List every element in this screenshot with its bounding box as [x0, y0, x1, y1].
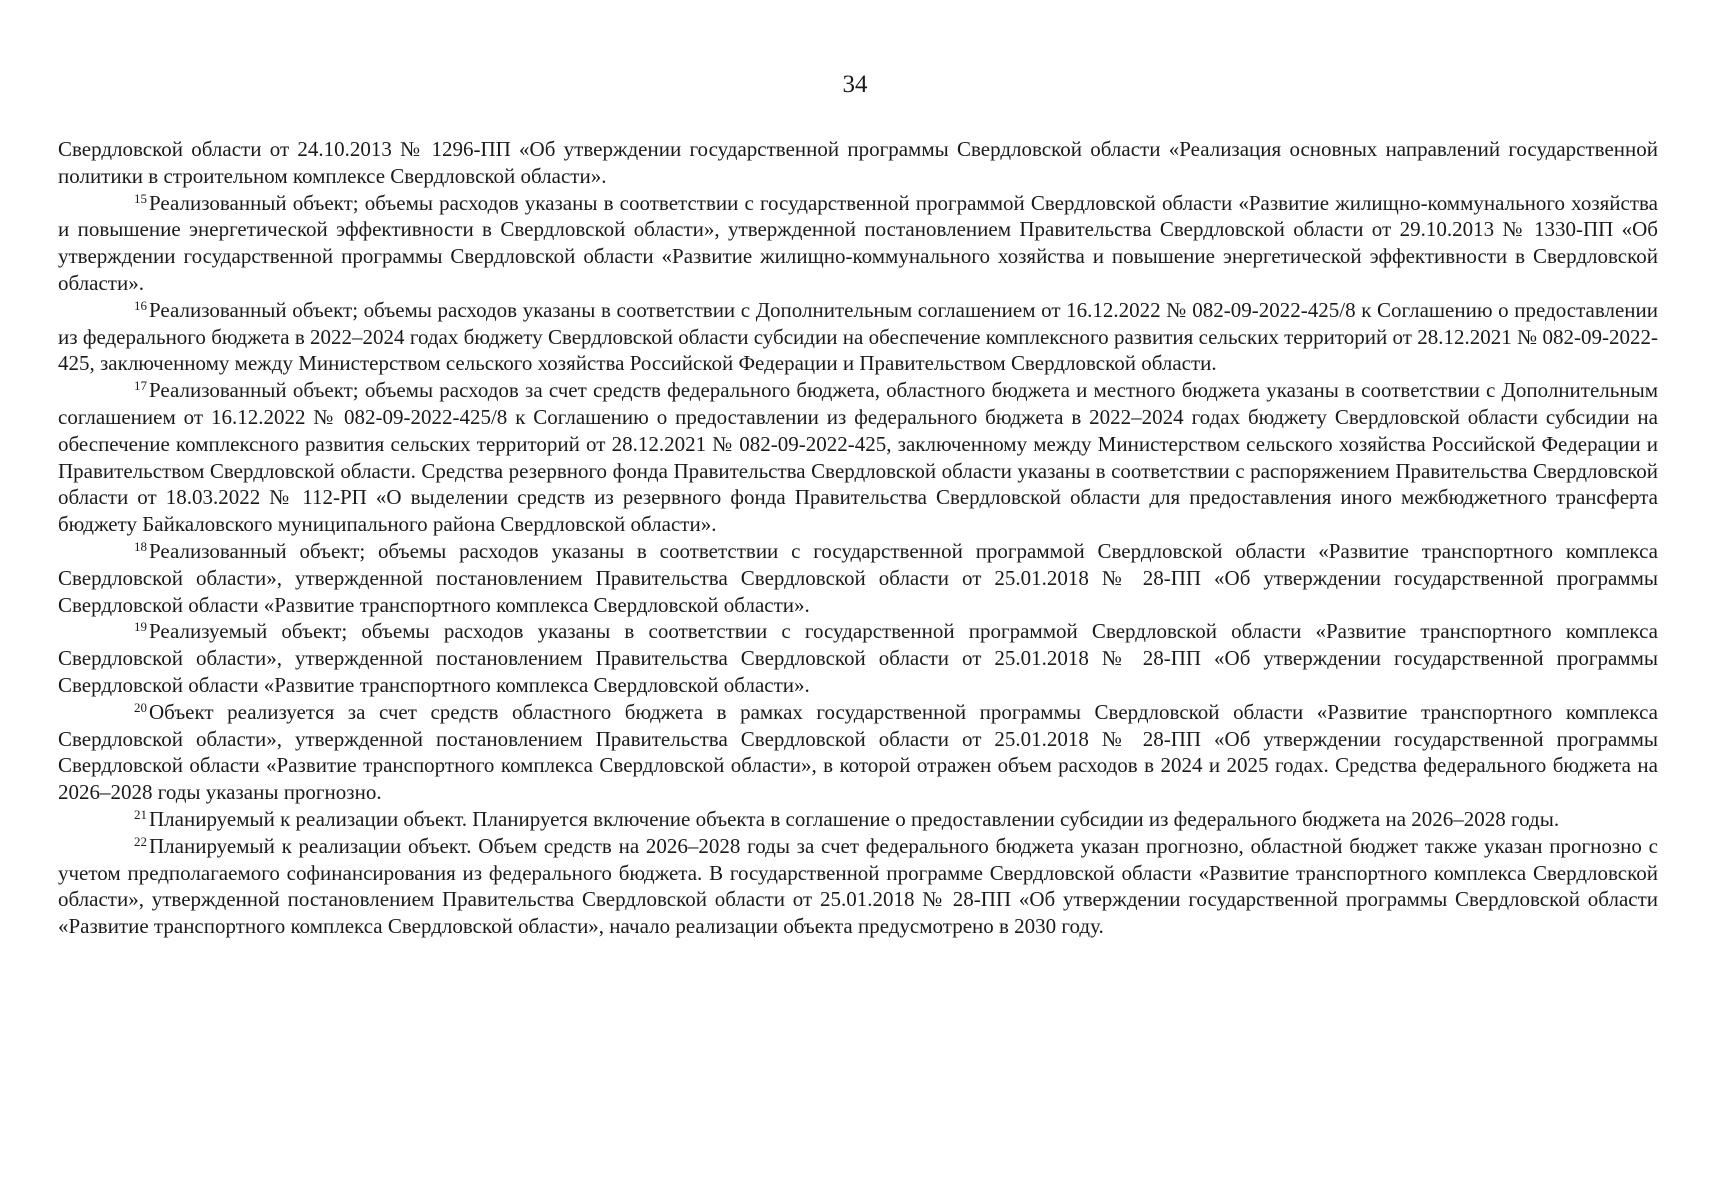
footnote-text: Реализованный объект; объемы расходов за счет средств федерального бюджета, областного бюджета и местного бюджета указаны в соответствии с Дополнительным соглашением от 16.12.2022 № 082-09-2022-425/8 к Соглашению о предоставлении из федерального бюджета в 2022–2024 годах бюджету Свердловской области субсидии на обеспечение комплексного развития сельских территорий от 28.12.2021 № 082-09-2022-425, заключенному между Министерством сельского хозяйства Российской Федерации и Правительством Свердловской области. Средства резервного фонда Правительства Свердловской области указаны в соответствии с распоряжением Правительства Свердловской области от 18.03.2022 № 112-РП «О выделении средств из резервного фонда Правительства Свердловской области для предоставления иного межбюджетного трансферта бюджету Байкаловского муниципального района Свердловской области».: [58, 378, 1658, 537]
footnote-text: Реализованный объект; объемы расходов указаны в соответствии с государственной программой Свердловской области «Развитие жилищно-коммунального хозяйства и повышение энергетической эффективности в Свердловской области», утвержденной постановлением Правительства Свердловской области от 29.10.2013 № 1330-ПП «Об утверждении государственной программы Свердловской области «Развитие жилищно-коммунального хозяйства и повышение энергетической эффективности в Свердловской области».: [58, 190, 1658, 295]
footnote-marker: 20: [134, 699, 147, 715]
footnote-21: [58, 806, 1658, 833]
footnotes-block: [58, 136, 1658, 940]
footnote-15: [58, 190, 1658, 297]
footnote-20: [58, 699, 1658, 806]
footnote-17: [58, 377, 1658, 538]
footnote-text: Реализованный объект; объемы расходов указаны в соответствии с Дополнительным соглашением от 16.12.2022 № 082-09-2022-425/8 к Соглашению о предоставлении из федерального бюджета в 2022–2024 годах бюджету Свердловской области субсидии на обеспечение комплексного развития сельских территорий от 28.12.2021 № 082-09-2022-425, заключенному между Министерством сельского хозяйства Российской Федерации и Правительством Свердловской области.: [58, 297, 1658, 376]
footnote-marker: 17: [134, 378, 147, 394]
footnote-marker: 16: [134, 297, 147, 313]
footnote-text: Реализованный объект; объемы расходов указаны в соответствии с государственной программой Свердловской области «Развитие транспортного комплекса Свердловской области», утвержденной постановлением Правительства Свердловской области от 25.01.2018 № 28-ПП «Об утверждении государственной программы Свердловской области «Развитие транспортного комплекса Свердловской области».: [58, 538, 1658, 617]
footnote-16: [58, 297, 1658, 377]
footnote-18: [58, 538, 1658, 618]
page-number: 34: [842, 71, 868, 98]
footnote-text: Объект реализуется за счет средств областного бюджета в рамках государственной программы Свердловской области «Развитие транспортного комплекса Свердловской области», утвержденной постановлением Правительства Свердловской области от 25.01.2018 № 28-ПП «Об утверждении государственной программы Свердловской области «Развитие транспортного комплекса Свердловской области», в которой отражен объем расходов в 2024 и 2025 годах. Средства федерального бюджета на 2026–2028 годы указаны прогнозно.: [58, 699, 1658, 805]
footnote-marker: 22: [134, 833, 147, 849]
footnote-continuation: Свердловской области от 24.10.2013 № 1296-ПП «Об утверждении государственной программы Свердловской области «Реализация основных направлений государственной политики в строительном комплексе Свердловской области».: [58, 137, 1658, 188]
footnote-text: Планируемый к реализации объект. Объем средств на 2026–2028 годы за счет федерального бюджета указан прогнозно, областной бюджет также указан прогнозно с учетом предполагаемого софинансирования из федерального бюджета. В государственной программе Свердловской области «Развитие транспортного комплекса Свердловской области», утвержденной постановлением Правительства Свердловской области от 25.01.2018 № 28-ПП «Об утверждении государственной программы Свердловской области «Развитие транспортного комплекса Свердловской области», начало реализации объекта предусмотрено в 2030 году.: [58, 833, 1658, 939]
footnote-marker: 21: [134, 806, 147, 822]
footnote-marker: 15: [134, 190, 147, 206]
footnote-marker: 18: [134, 538, 147, 554]
footnote-19: [58, 618, 1658, 698]
footnote-22: [58, 833, 1658, 940]
footnote-marker: 19: [134, 619, 147, 635]
footnote-text: Планируемый к реализации объект. Планируется включение объекта в соглашение о предоставлении субсидии из федерального бюджета на 2026–2028 годы.: [149, 806, 1560, 831]
footnote-text: Реализуемый объект; объемы расходов указаны в соответствии с государственной программой Свердловской области «Развитие транспортного комплекса Свердловской области», утвержденной постановлением Правительства Свердловской области от 25.01.2018 № 28-ПП «Об утверждении государственной программы Свердловской области «Развитие транспортного комплекса Свердловской области».: [58, 619, 1658, 697]
